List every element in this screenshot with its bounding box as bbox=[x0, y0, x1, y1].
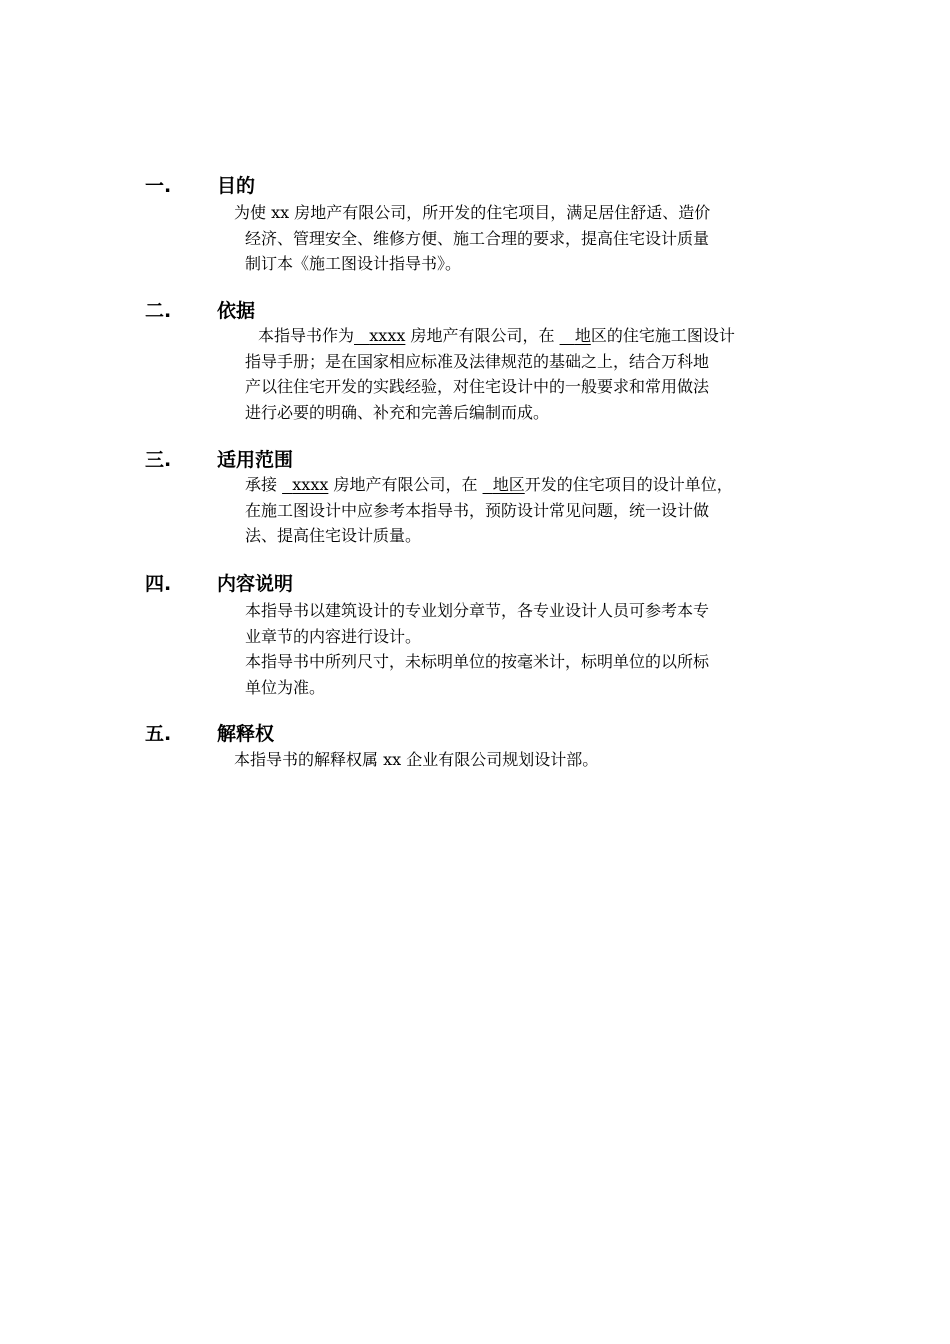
line-text: 开发的住宅项目的设计单位， bbox=[524, 475, 733, 494]
line-text: 本指导书作为 bbox=[258, 326, 355, 345]
company-name: xxxx bbox=[369, 326, 406, 345]
section-title: 内容说明 bbox=[217, 573, 294, 595]
body-line bbox=[245, 323, 735, 349]
section-number: 二. bbox=[145, 300, 172, 322]
body-line bbox=[245, 472, 733, 498]
section-number: 五. bbox=[145, 723, 172, 745]
section-title: 目的 bbox=[217, 175, 256, 197]
body-line: 在施工图设计中应参考本指导书，预防设计常见问题，统一设计做 bbox=[245, 500, 710, 520]
body-line: 本指导书中所列尺寸，未标明单位的按毫米计，标明单位的以所标 bbox=[245, 652, 710, 671]
section-number: 三. bbox=[145, 449, 172, 471]
line-text: 区的住宅施工图设计 bbox=[590, 326, 735, 345]
section-title: 适用范围 bbox=[217, 449, 294, 471]
line-text: 房地产有限公司，在 bbox=[328, 475, 483, 494]
body-line: 制订本《施工图设计指导书》。 bbox=[245, 254, 462, 273]
section-number: 四. bbox=[145, 573, 172, 595]
section-title: 依据 bbox=[217, 300, 256, 322]
section-body bbox=[245, 598, 709, 700]
body-line: 单位为准。 bbox=[245, 677, 326, 697]
section-title: 解释权 bbox=[217, 723, 275, 745]
body-line: 指导手册；是在国家相应标准及法律规范的基础之上，结合万科地 bbox=[245, 351, 710, 371]
body-line: 产以往住宅开发的实践经验，对住宅设计中的一般要求和常用做法 bbox=[245, 377, 710, 396]
body-line: 法、提高住宅设计质量。 bbox=[245, 526, 422, 545]
body-line: 进行必要的明确、补充和完善后编制而成。 bbox=[245, 402, 550, 422]
company-name: xxxx bbox=[292, 475, 329, 494]
body-line: 经济、管理安全、维修方便、施工合理的要求，提高住宅设计质量 bbox=[245, 228, 710, 248]
section-body bbox=[234, 747, 598, 773]
region-placeholder bbox=[560, 326, 591, 345]
body-line: 业章节的内容进行设计。 bbox=[245, 626, 422, 646]
section-body bbox=[245, 323, 735, 425]
region-name: 地 bbox=[574, 326, 591, 345]
region-placeholder bbox=[483, 475, 525, 494]
company-placeholder bbox=[282, 475, 328, 494]
body-line: 本指导书以建筑设计的专业划分章节，各专业设计人员可参考本专 bbox=[245, 601, 710, 620]
section-body bbox=[245, 472, 733, 549]
region-name: 地区 bbox=[492, 475, 525, 494]
body-line: 为使 xx 房地产有限公司，所开发的住宅项目，满足居住舒适、造价 bbox=[234, 203, 711, 222]
line-text: 房地产有限公司，在 bbox=[405, 326, 560, 345]
line-text: 承接 bbox=[245, 475, 283, 494]
section-number: 一. bbox=[145, 175, 172, 197]
body-line: 本指导书的解释权属 xx 企业有限公司规划设计部。 bbox=[234, 750, 599, 769]
company-placeholder bbox=[354, 326, 405, 345]
section-body bbox=[234, 200, 710, 277]
